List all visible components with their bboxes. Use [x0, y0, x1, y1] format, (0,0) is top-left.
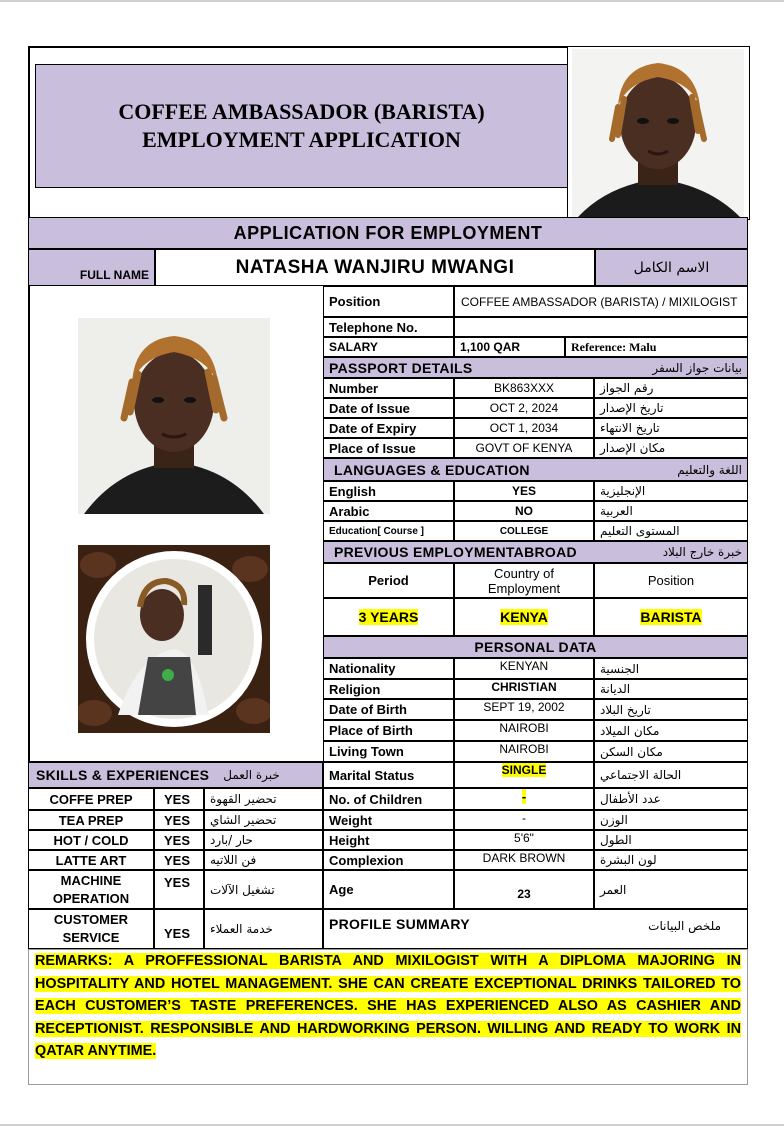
skill-value: YES: [154, 850, 204, 870]
skill-ar: فن اللاتيه: [204, 850, 323, 870]
date-of-issue-label: Date of Issue: [323, 398, 454, 418]
dob-label: Date of Birth: [323, 699, 454, 720]
title-line-2: EMPLOYMENT APPLICATION: [142, 127, 461, 152]
country-value: KENYA: [454, 598, 594, 636]
telephone-label: Telephone No.: [323, 317, 454, 337]
passport-number-ar: رقم الجواز: [594, 378, 748, 398]
height-label: Height: [323, 830, 454, 850]
complexion-ar: لون البشرة: [594, 850, 748, 870]
complexion-label: Complexion: [323, 850, 454, 870]
top-rule: [0, 0, 784, 2]
date-of-expiry-ar: تاريخ الانتهاء: [594, 418, 748, 438]
weight-label: Weight: [323, 810, 454, 830]
skill-name: HOT / COLD: [28, 830, 154, 850]
marital-status-ar: الحالة الاجتماعي: [594, 762, 748, 788]
salary-value: 1,100 QAR: [454, 337, 565, 357]
skill-ar: تحضير القهوة: [204, 788, 323, 810]
age-label: Age: [323, 870, 454, 909]
previous-title-ar: خبرة خارج البلاد: [662, 545, 742, 559]
title-box: [35, 64, 568, 188]
skill-value: YES: [154, 830, 204, 850]
complexion-value: DARK BROWN: [454, 850, 594, 870]
children-value: -: [454, 788, 594, 810]
date-of-expiry-value: OCT 1, 2034: [454, 418, 594, 438]
place-of-issue-ar: مكان الإصدار: [594, 438, 748, 458]
portrait-photo-main: [78, 318, 270, 514]
height-ar: الطول: [594, 830, 748, 850]
skill-value: YES: [154, 810, 204, 830]
date-of-expiry-label: Date of Expiry: [323, 418, 454, 438]
period-value: 3 YEARS: [323, 598, 454, 636]
skills-section-header: [28, 762, 323, 788]
skill-ar: تحضير الشاي: [204, 810, 323, 830]
dob-ar: تاريخ البلاد: [594, 699, 748, 720]
skill-value: YES: [154, 788, 204, 810]
languages-title-ar: اللغة والتعليم: [677, 462, 742, 477]
living-town-value: NAIROBI: [454, 741, 594, 762]
skill-name: MACHINE OPERATION: [28, 870, 154, 909]
profile-summary-row: [323, 909, 748, 949]
religion-value: CHRISTIAN: [454, 679, 594, 699]
passport-title: PASSPORT DETAILS: [329, 359, 473, 376]
skill-ar: حار /بارد: [204, 830, 323, 850]
nationality-value: KENYAN: [454, 658, 594, 679]
place-of-birth-value: NAIROBI: [454, 720, 594, 741]
education-label: Education[ Course ]: [323, 521, 454, 541]
full-name-label: FULL NAME: [28, 249, 155, 286]
date-of-issue-ar: تاريخ الإصدار: [594, 398, 748, 418]
nationality-ar: الجنسية: [594, 658, 748, 679]
profile-title: PROFILE SUMMARY: [329, 916, 470, 932]
previous-title: PREVIOUS EMPLOYMENTABROAD: [334, 544, 577, 560]
skill-name: TEA PREP: [28, 810, 154, 830]
height-value: 5'6": [454, 830, 594, 850]
skill-ar: تشغيل الآلات: [204, 870, 323, 909]
date-of-issue-value: OCT 2, 2024: [454, 398, 594, 418]
personal-data-header: [323, 636, 748, 658]
weight-value: -: [454, 810, 594, 830]
country-header: Country of Employment: [454, 563, 594, 598]
age-ar: العمر: [594, 870, 748, 909]
languages-section-header: [323, 458, 748, 481]
remarks-box: [28, 949, 748, 1085]
children-label: No. of Children: [323, 788, 454, 810]
living-town-ar: مكان السكن: [594, 741, 748, 762]
passport-title-ar: بيانات جواز السفر: [652, 360, 742, 375]
living-town-label: Living Town: [323, 741, 454, 762]
marital-status-value: SINGLE: [454, 762, 594, 788]
full-name-value: NATASHA WANJIRU MWANGI: [155, 249, 595, 286]
nationality-label: Nationality: [323, 658, 454, 679]
arabic-ar: العربية: [594, 501, 748, 521]
skills-title-ar: خبرة العمل: [223, 768, 280, 782]
barista-photo: [78, 545, 270, 733]
passport-number-value: BK863XXX: [454, 378, 594, 398]
passport-number-label: Number: [323, 378, 454, 398]
full-name-label-ar: الاسم الكامل: [595, 249, 748, 286]
skill-name: COFFE PREP: [28, 788, 154, 810]
personal-title: PERSONAL DATA: [474, 639, 597, 655]
place-of-issue-value: GOVT OF KENYA: [454, 438, 594, 458]
portrait-photo-top: [567, 46, 750, 220]
weight-ar: الوزن: [594, 810, 748, 830]
arabic-value: NO: [454, 501, 594, 521]
arabic-label: Arabic: [323, 501, 454, 521]
position-header: Position: [594, 563, 748, 598]
telephone-value: [454, 317, 748, 337]
reference-value: Reference: Malu: [565, 337, 748, 357]
remarks-text: REMARKS: A PROFFESSIONAL BARISTA AND MIXILOGIST WITH A DIPLOMA MAJORING IN HOSPITALITY AND HOTEL MANAGEMENT. SHE CAN CREATE EXCEPTIONAL DRINKS TAILORED TO EACH CUSTOMER’S TASTE PREFERENCES. SHE HAS EXPERIENCED ALSO AS CASHIER AND RECEPTIONIST. RESPONSIBLE AND HARDWORKING PERSON. WILLING AND READY TO WORK IN QATAR ANYTIME.: [35, 953, 741, 1060]
education-ar: المستوى التعليم: [594, 521, 748, 541]
religion-label: Religion: [323, 679, 454, 699]
skill-name: CUSTOMER SERVICE: [28, 909, 154, 949]
place-of-birth-ar: مكان الميلاد: [594, 720, 748, 741]
passport-section-header: [323, 357, 748, 378]
dob-value: SEPT 19, 2002: [454, 699, 594, 720]
languages-title: LANGUAGES & EDUCATION: [334, 461, 530, 478]
period-header: Period: [323, 563, 454, 598]
skill-value: YES: [154, 909, 204, 949]
english-value: YES: [454, 481, 594, 501]
profile-title-ar: ملخص البيانات: [648, 919, 721, 933]
application-banner: [28, 217, 748, 249]
marital-status-label: Marital Status: [323, 762, 454, 788]
children-ar: عدد الأطفال: [594, 788, 748, 810]
position-label: Position: [323, 286, 454, 317]
skill-name: LATTE ART: [28, 850, 154, 870]
salary-label: SALARY: [323, 337, 454, 357]
english-label: English: [323, 481, 454, 501]
banner-text: APPLICATION FOR EMPLOYMENT: [233, 222, 543, 243]
position-value-prev: BARISTA: [594, 598, 748, 636]
position-value: COFFEE AMBASSADOR (BARISTA) / MIXILOGIST: [454, 286, 748, 317]
title-line-1: COFFEE AMBASSADOR (BARISTA): [118, 99, 485, 124]
age-value: 23: [454, 870, 594, 909]
skill-ar: خدمة العملاء: [204, 909, 323, 949]
education-value: COLLEGE: [454, 521, 594, 541]
religion-ar: الديانة: [594, 679, 748, 699]
skills-title: SKILLS & EXPERIENCES: [36, 767, 210, 783]
previous-employment-header: [323, 541, 748, 563]
skill-value: YES: [154, 870, 204, 909]
place-of-birth-label: Place of Birth: [323, 720, 454, 741]
place-of-issue-label: Place of Issue: [323, 438, 454, 458]
english-ar: الإنجليزية: [594, 481, 748, 501]
